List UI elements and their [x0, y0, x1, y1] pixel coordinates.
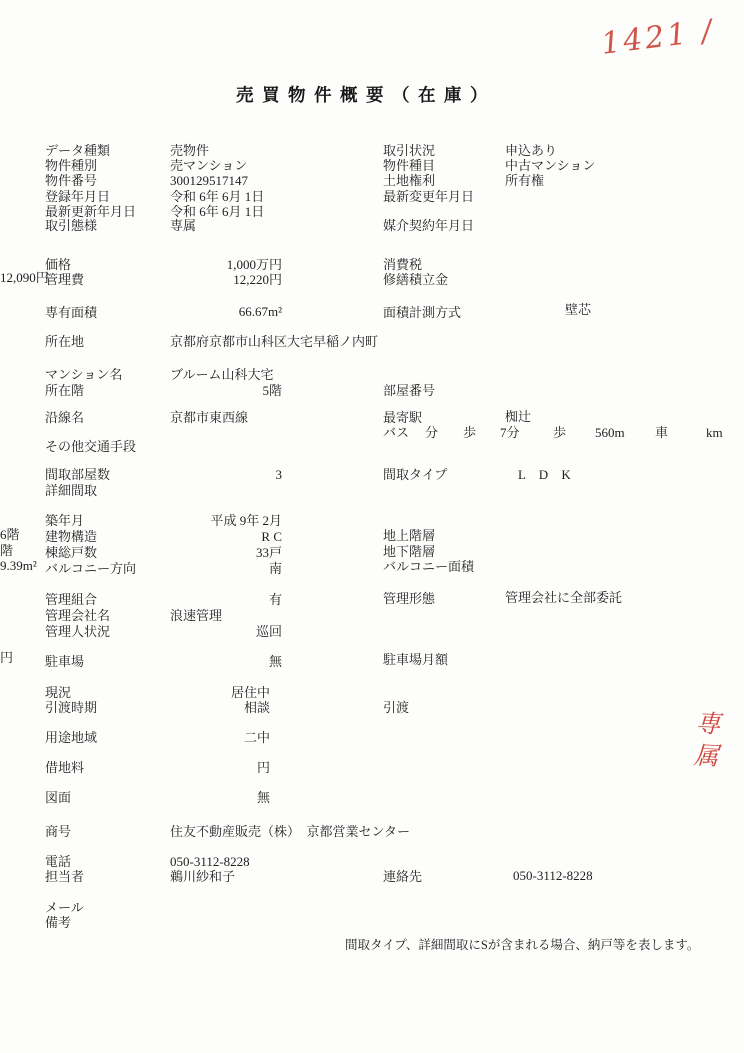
- label-drawing: 図面: [45, 790, 72, 805]
- label-other-transport: その他交通手段: [45, 439, 137, 454]
- access-part-walk-min: 7分: [500, 425, 520, 440]
- value-balcony-dir: 南: [268, 561, 282, 576]
- value-data-type: 売物件: [170, 143, 210, 158]
- value-mgmt-company: 浪速管理: [170, 608, 223, 623]
- value-floors-below: 階: [0, 543, 14, 558]
- label-address: 所在地: [45, 334, 85, 349]
- value-land-rights: 所有権: [505, 173, 545, 188]
- label-mgmt-assoc: 管理組合: [45, 592, 98, 607]
- label-company: 商号: [45, 824, 72, 839]
- access-part-car: 車: [655, 425, 669, 440]
- label-transaction-status: 取引状況: [383, 143, 436, 158]
- value-land-rent: 円: [256, 760, 270, 775]
- label-handover: 引渡: [383, 700, 410, 715]
- label-mgmt-company: 管理会社名: [45, 608, 111, 623]
- label-total-units: 棟総戸数: [45, 545, 98, 560]
- value-area-method: 壁芯: [565, 302, 592, 317]
- value-balcony-area: 9.39m²: [0, 558, 37, 573]
- access-part-walk1: 歩: [463, 425, 477, 440]
- label-registration-date: 登録年月日: [45, 189, 111, 204]
- value-rail-line: 京都市東西線: [170, 410, 249, 425]
- label-built: 築年月: [45, 513, 85, 528]
- label-email: メール: [45, 900, 84, 915]
- label-property-category: 物件種別: [45, 158, 98, 173]
- label-price: 価格: [45, 257, 72, 272]
- label-balcony-dir: バルコニー方向: [45, 561, 137, 576]
- label-parking: 駐車場: [45, 654, 85, 669]
- label-room-count: 間取部屋数: [45, 467, 111, 482]
- value-mgmt-assoc: 有: [268, 592, 282, 607]
- label-land-rent: 借地料: [45, 760, 85, 775]
- value-management-fee: 12,220円: [233, 272, 282, 287]
- value-property-type: 中古マンション: [505, 158, 596, 173]
- label-consumption-tax: 消費税: [383, 257, 423, 272]
- value-built: 平成 9年 2月: [210, 513, 282, 528]
- label-transaction-mode: 取引態様: [45, 218, 98, 233]
- handwritten-ref-number: 1421 /: [599, 13, 717, 62]
- label-land-rights: 土地権利: [383, 173, 436, 188]
- label-management-fee: 管理費: [45, 272, 85, 287]
- label-current-status: 現況: [45, 685, 72, 700]
- handwritten-side-note: 専属: [689, 709, 720, 775]
- value-mgmt-form: 管理会社に全部委託: [505, 590, 623, 605]
- label-balcony-area: バルコニー面積: [383, 559, 475, 574]
- label-agent: 担当者: [45, 869, 85, 884]
- label-last-update-date: 最新更新年月日: [45, 204, 137, 219]
- access-part-min: 分: [425, 425, 439, 440]
- label-phone: 電話: [45, 854, 72, 869]
- value-repair-fund: 12,090円: [0, 270, 49, 285]
- value-transaction-mode: 専属: [170, 218, 197, 233]
- label-manager-status: 管理人状況: [45, 624, 111, 639]
- label-structure: 建物構造: [45, 529, 98, 544]
- value-property-category: 売マンション: [170, 158, 248, 173]
- label-contact: 連絡先: [383, 869, 423, 884]
- value-manager-status: 巡回: [255, 624, 282, 639]
- value-exclusive-area: 66.67m²: [238, 304, 282, 319]
- value-registration-date: 令和 6年 6月 1日: [170, 189, 265, 204]
- value-layout-type: L D K: [518, 467, 576, 482]
- value-phone: 050-3112-8228: [170, 854, 250, 869]
- label-rail-line: 沿線名: [45, 410, 85, 425]
- label-floors-below: 地下階層: [383, 544, 436, 559]
- value-floors-above: 6階: [0, 527, 20, 542]
- value-contact: 050-3112-8228: [513, 868, 593, 883]
- value-parking-fee: 円: [0, 650, 14, 665]
- value-parking: 無: [268, 654, 282, 669]
- label-mgmt-form: 管理形態: [383, 591, 436, 606]
- label-layout-detail: 詳細間取: [45, 483, 98, 498]
- value-agent: 鵜川紗和子: [170, 869, 236, 884]
- value-building-name: ブルーム山科大宅: [170, 367, 274, 382]
- value-company: 住友不動産販売（株） 京都営業センター: [170, 824, 410, 839]
- label-data-type: データ種類: [45, 143, 111, 158]
- value-address: 京都府京都市山科区大宅早稲ノ内町: [170, 334, 379, 349]
- value-floor: 5階: [262, 383, 282, 398]
- access-part-walk2: 歩: [553, 425, 567, 440]
- label-room-number: 部屋番号: [383, 383, 436, 398]
- value-handover-time: 相談: [243, 700, 270, 715]
- label-zoning: 用途地域: [45, 730, 98, 745]
- label-exclusive-area: 専有面積: [45, 305, 98, 320]
- label-floors-above: 地上階層: [383, 528, 436, 543]
- label-property-type: 物件種目: [383, 158, 436, 173]
- label-floor: 所在階: [45, 383, 85, 398]
- value-property-number: 300129517147: [170, 173, 248, 188]
- value-structure: R C: [261, 529, 282, 544]
- value-price: 1,000万円: [226, 257, 282, 272]
- value-total-units: 33戸: [255, 545, 282, 560]
- label-repair-fund: 修繕積立金: [383, 272, 449, 287]
- value-nearest-station: 椥辻: [505, 409, 532, 424]
- label-brokerage-date: 媒介契約年月日: [383, 218, 475, 233]
- label-last-change-date: 最新変更年月日: [383, 189, 475, 204]
- label-property-number: 物件番号: [45, 173, 98, 188]
- access-part-km: km: [706, 425, 723, 440]
- label-parking-fee: 駐車場月額: [383, 652, 449, 667]
- value-drawing: 無: [256, 790, 270, 805]
- label-building-name: マンション名: [45, 367, 123, 382]
- label-nearest-station: 最寄駅: [383, 410, 423, 425]
- value-transaction-status: 申込あり: [505, 143, 558, 158]
- label-layout-type: 間取タイプ: [383, 467, 448, 482]
- value-room-count: 3: [275, 467, 282, 482]
- footer-note: 間取タイプ、詳細間取にSが含まれる場合、納戸等を表します。: [345, 938, 700, 952]
- page-title: 売買物件概要（在庫）: [236, 85, 496, 105]
- label-handover-time: 引渡時期: [45, 700, 98, 715]
- value-last-update-date: 令和 6年 6月 1日: [170, 204, 265, 219]
- label-remarks: 備考: [45, 915, 72, 930]
- label-area-method: 面積計測方式: [383, 305, 462, 320]
- access-part-distance: 560m: [595, 425, 625, 440]
- value-zoning: 二中: [243, 730, 270, 745]
- access-part-bus: バス: [383, 425, 410, 440]
- value-current-status: 居住中: [230, 685, 270, 700]
